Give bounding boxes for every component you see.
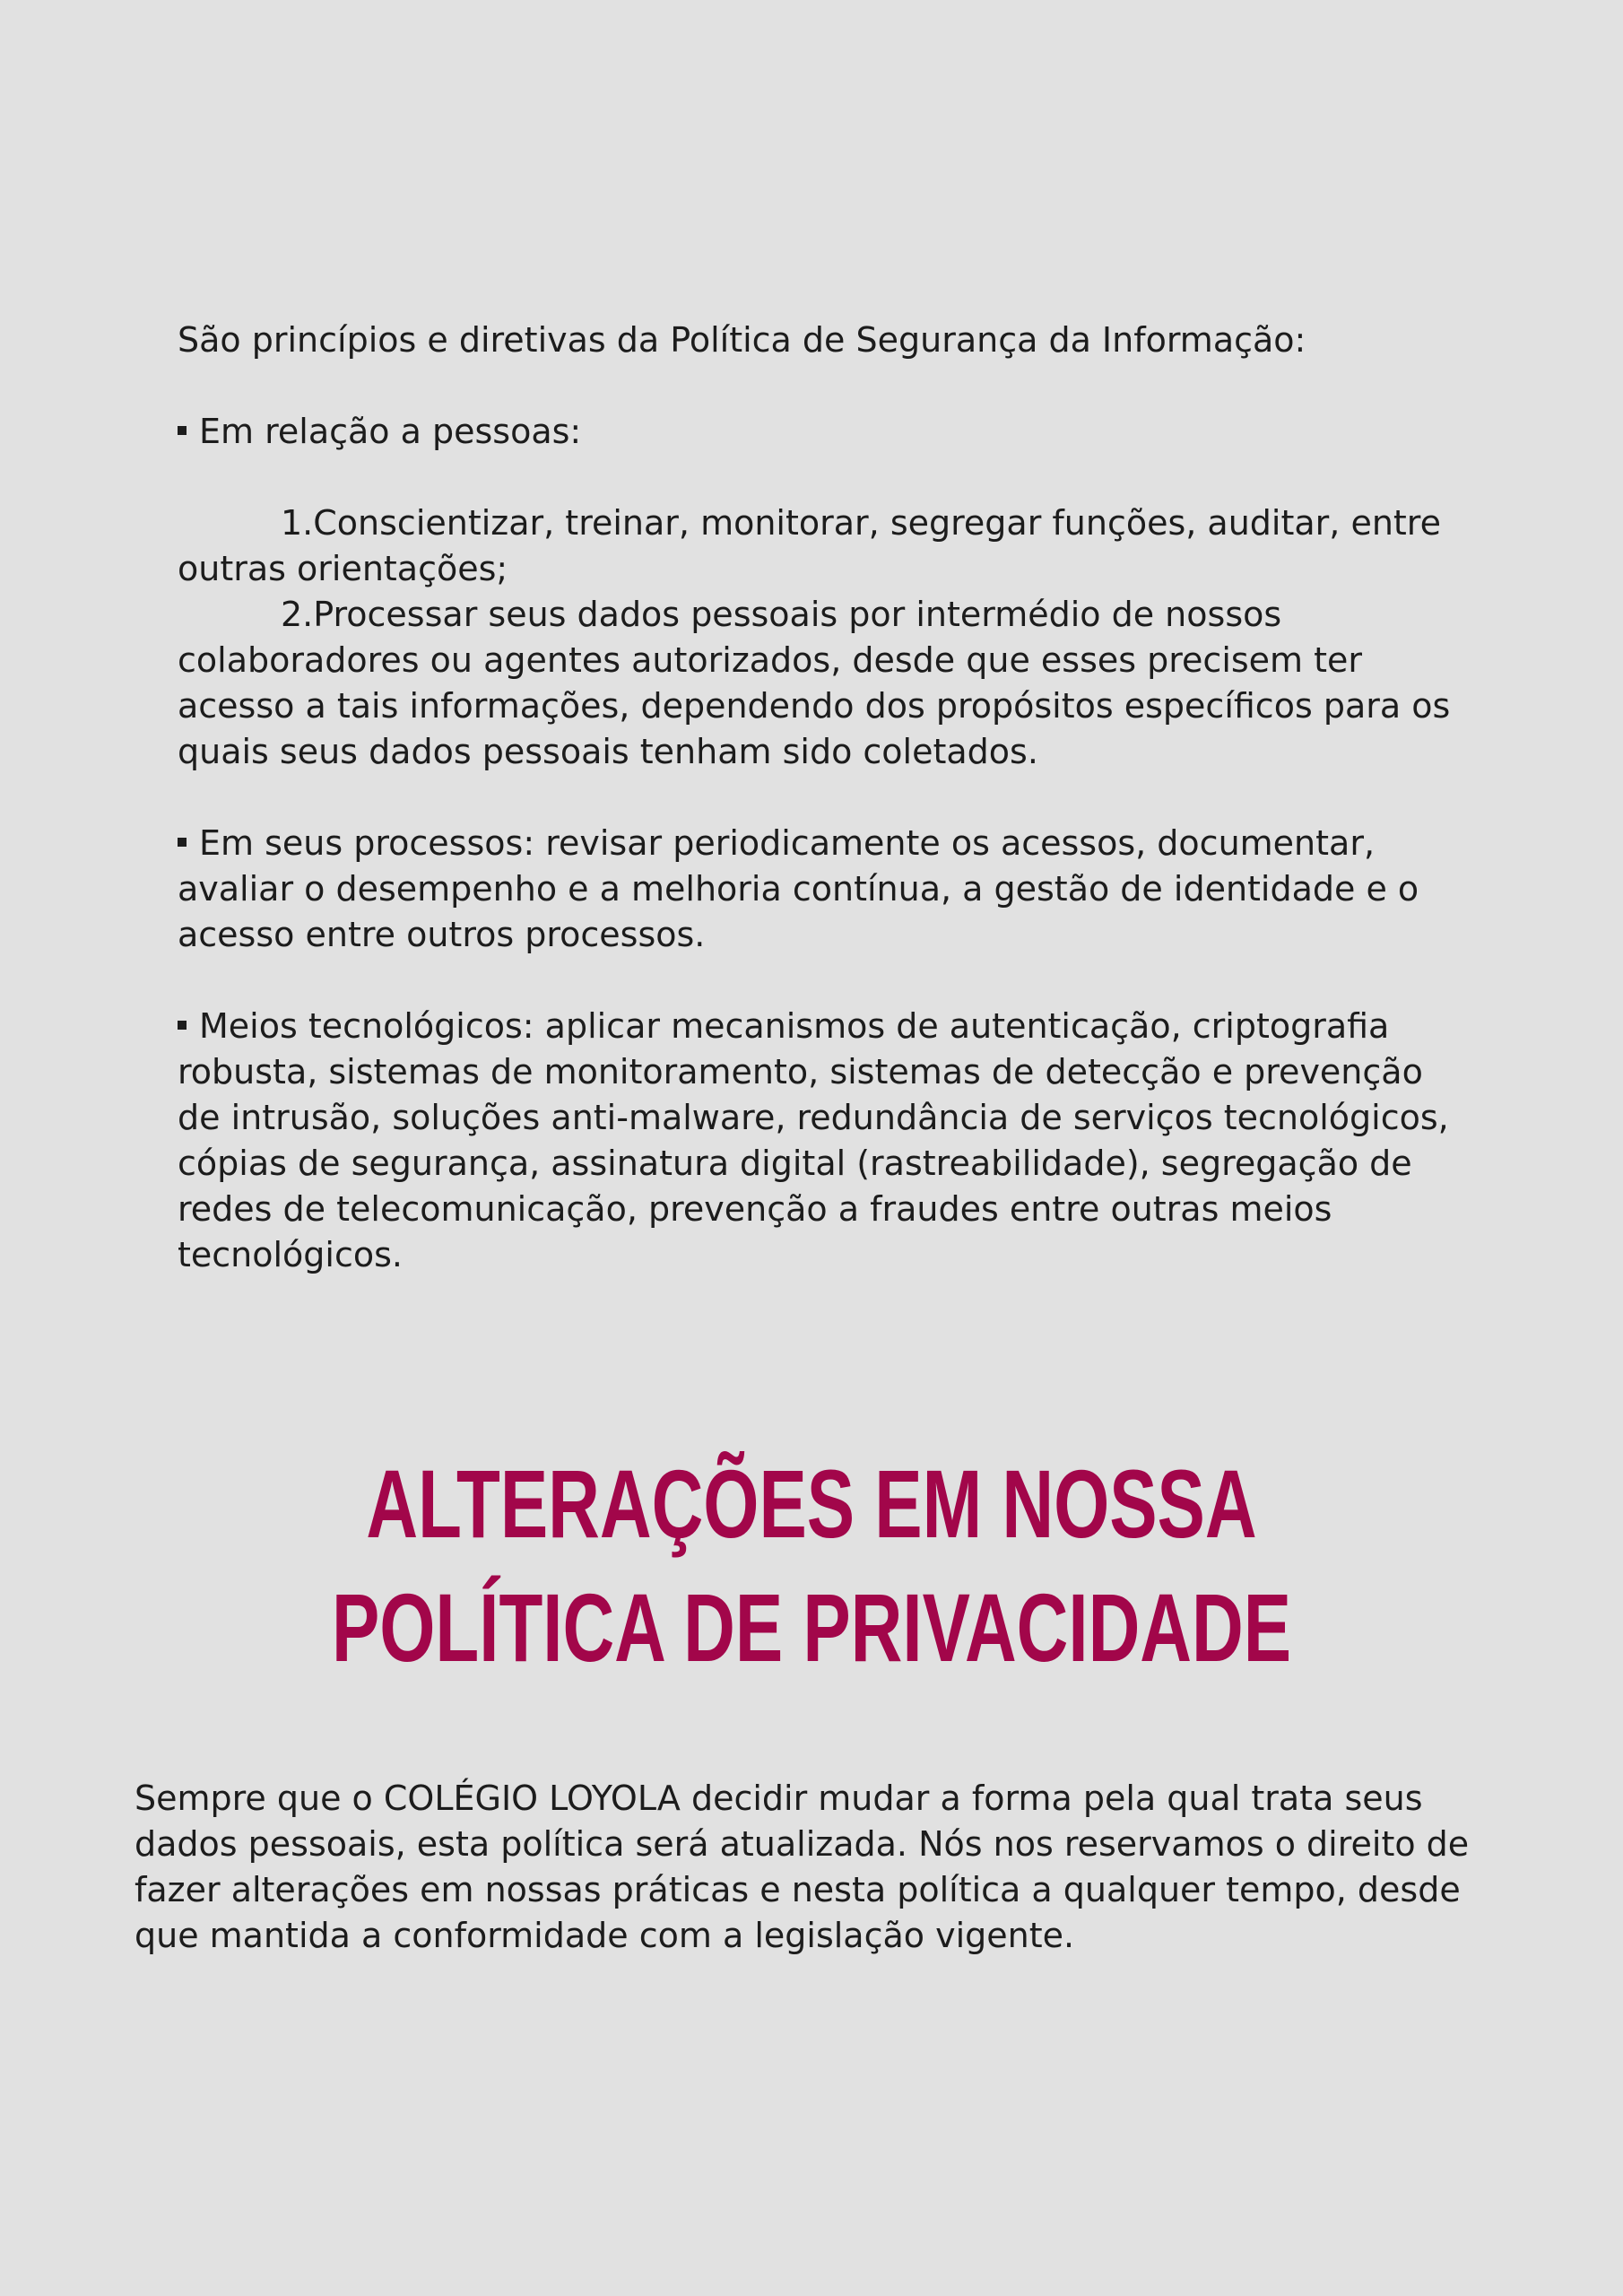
bullet-icon <box>178 838 187 847</box>
people-item-2-text: 2.Processar seus dados pessoais por intermédio de nossos colaboradores ou agentes autorizados, desde que esses precisem ter acesso a tais informações, dependendo dos propósitos específicos para os quais seus dados pessoais tenham sido coletados. <box>178 595 1451 771</box>
bullet-icon <box>178 1021 187 1030</box>
spacer <box>178 455 1469 500</box>
security-principles-block <box>178 317 1469 1278</box>
principles-heading: São princípios e diretivas da Política de Segurança da Informação: <box>178 320 1306 360</box>
bullet-icon <box>178 426 187 435</box>
section-title-line-2: POLÍTICA DE PRIVACIDADE <box>331 1573 1292 1682</box>
spacer <box>178 363 1469 409</box>
spacer <box>178 775 1469 821</box>
technology-text: Meios tecnológicos: aplicar mecanismos de autenticação, criptografia robusta, sistemas de monitoramento, sistemas de detecção e prevenção de intrusão, soluções anti-malware, redundância de serviços tecnológicos, cópias de segurança, assinatura digital (rastreabilidade), segregação de redes de telecomunicação, prevenção a fraudes entre outras meios tecnológicos. <box>178 1006 1449 1274</box>
people-item-1 <box>178 500 1469 592</box>
processes-bullet <box>178 821 1469 958</box>
people-label: Em relação a pessoas: <box>199 412 582 451</box>
people-item-1-text: 1.Conscientizar, treinar, monitorar, segregar funções, auditar, entre outras orientações; <box>178 503 1441 588</box>
technology-bullet <box>178 1004 1469 1278</box>
processes-text: Em seus processos: revisar periodicamente os acessos, documentar, avaliar o desempenho e a melhoria contínua, a gestão de identidade e o acesso entre outros processos. <box>178 823 1419 954</box>
section-title <box>0 1442 1623 1690</box>
privacy-changes-paragraph: Sempre que o COLÉGIO LOYOLA decidir mudar a forma pela qual trata seus dados pessoais, esta política será atualizada. Nós nos reservamos o direito de fazer alterações em nossas práticas e nesta política a qualquer tempo, desde que mantida a conformidade com a legislação vigente. <box>135 1779 1470 1955</box>
section-title-line-1: ALTERAÇÕES EM NOSSA <box>366 1449 1257 1558</box>
people-bullet <box>178 409 1469 455</box>
people-item-2 <box>178 592 1469 775</box>
spacer <box>178 958 1469 1004</box>
